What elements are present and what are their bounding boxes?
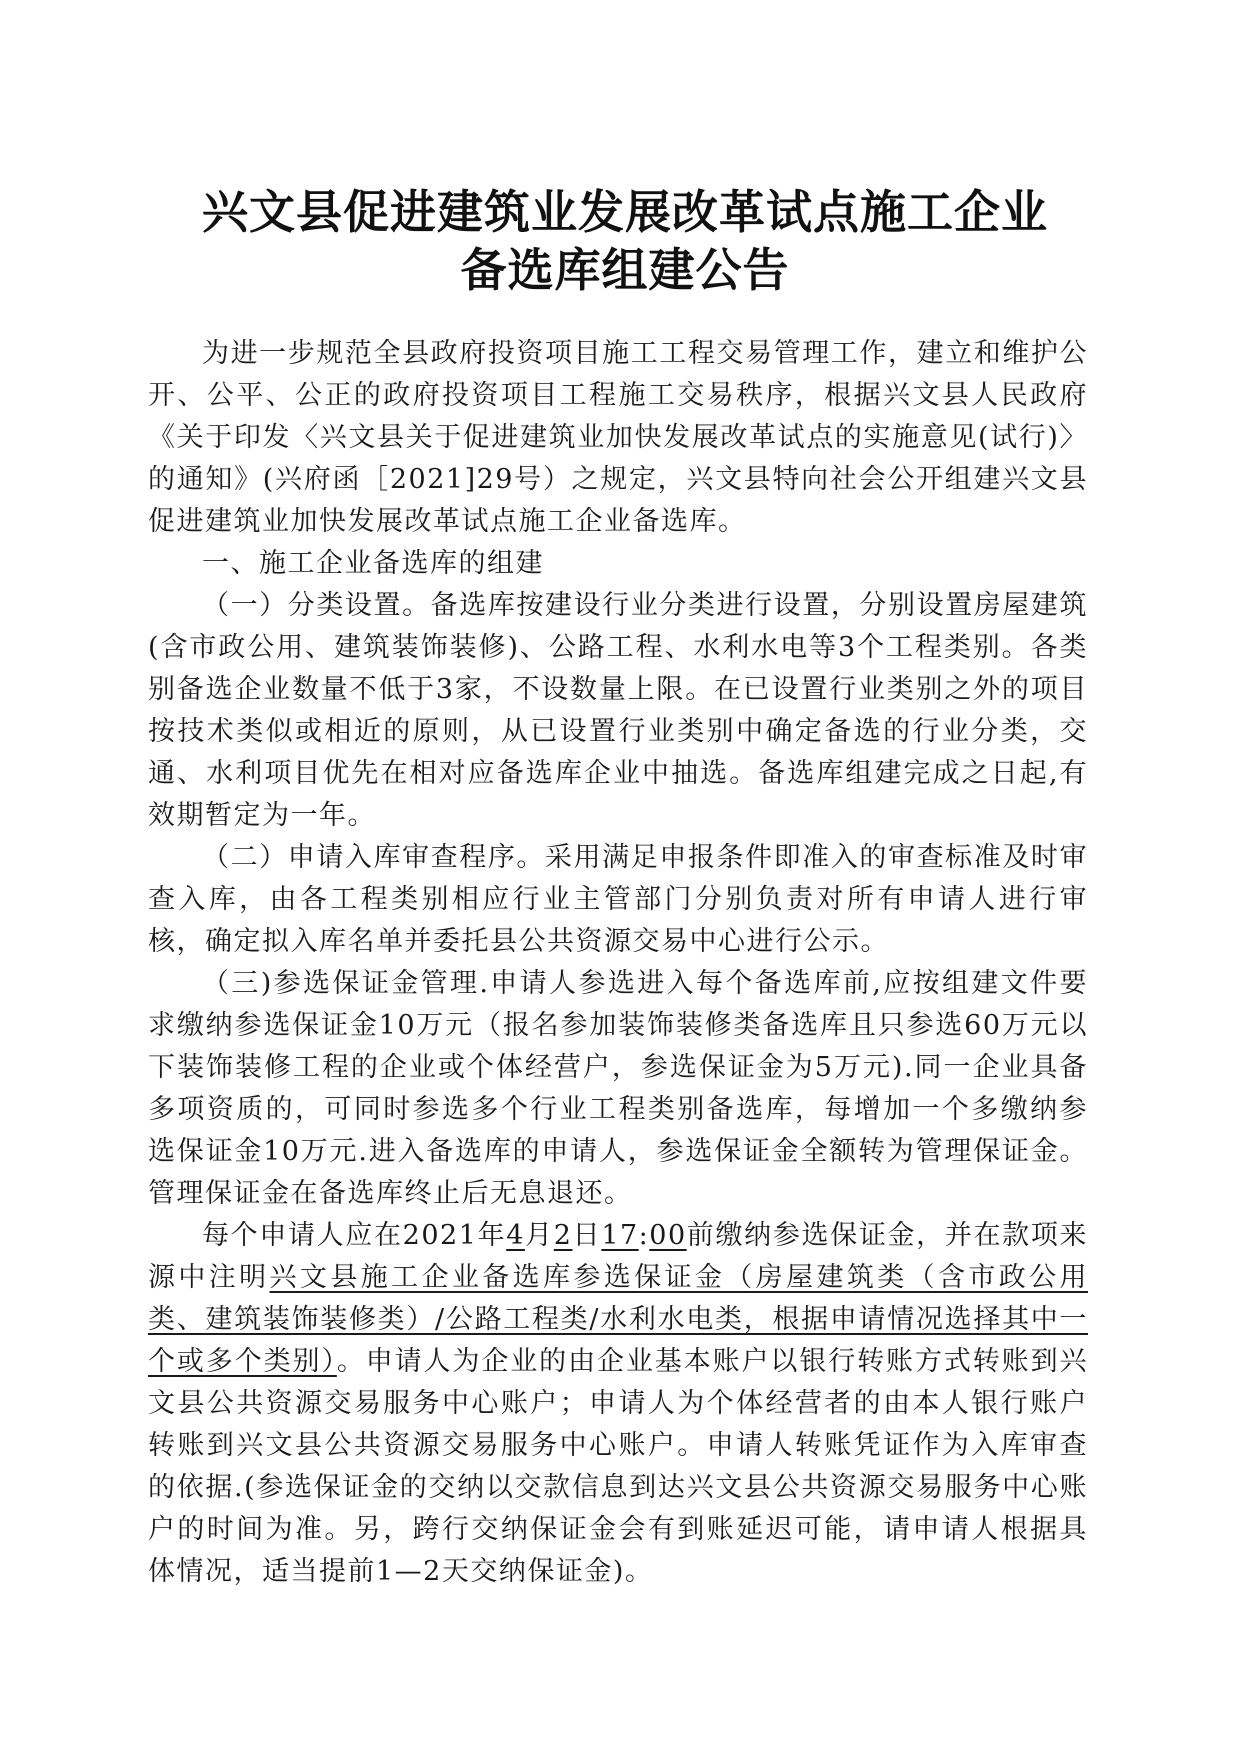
section-heading: 一、施工企业备选库的组建 [202, 548, 544, 579]
title-line-1: 兴文县促进建筑业发展改革试点施工企业 [202, 185, 1048, 239]
deadline-text-1: 每个申请人应在2021年 [202, 1220, 507, 1251]
payment-remark-note: 兴文县施工企业备选库参选保证金（房屋建筑类（含市政公用类、建筑装饰装修类）/公路工程类/水利水电类，根据申请情况选择其中一个或多个类别） [148, 1262, 1089, 1377]
document-body [148, 333, 1088, 1593]
intro-paragraph: 为进一步规范全县政府投资项目施工工程交易管理工作，建立和维护公开、公平、公正的政府投资项目工程施工交易秩序，根据兴文县人民政府《关于印发〈兴文县关于促进建筑业加快发展改革试点的实施意见(试行)〉的通知》(兴府函［2021]29号）之规定，兴文县特向社会公开组建兴文县促进建筑业加快发展改革试点施工企业备选库。 [148, 338, 1088, 537]
deadline-hour: 17 [601, 1220, 639, 1251]
deadline-day: 2 [553, 1220, 573, 1251]
deadline-text-3: 日 [572, 1220, 602, 1251]
title-line-2: 备选库组建公告 [460, 243, 790, 297]
item-classification: （一）分类设置。备选库按建设行业分类进行设置，分别设置房屋建筑(含市政公用、建筑装饰装修)、公路工程、水利水电等3个工程类别。各类别备选企业数量不低于3家，不设数量上限。在已设置行业类别之外的项目按技术类似或相近的原则，从已设置行业类别中确定备选的行业分类，交通、水利项目优先在相对应备选库企业中抽选。备选库组建完成之日起,有效期暂定为一年。 [148, 590, 1088, 831]
deadline-text-5: 。申请人为企业的由企业基本账户以银行转账方式转账到兴文县公共资源交易服务中心账户；申请人为个体经营者的由本人银行账户转账到兴文县公共资源交易服务中心账户。申请人转账凭证作为入库审查的依据.(参选保证金的交纳以交款信息到达兴文县公共资源交易服务中心账户的时间为准。另，跨行交纳保证金会有到账延迟可能，请申请人根据具体情况，适当提前1—2天交纳保证金)。 [148, 1346, 1088, 1587]
item-review-procedure: （二）申请入库审查程序。采用满足申报条件即准入的审查标准及时审查入库，由各工程类别相应行业主管部门分别负责对所有申请人进行审核，确定拟入库名单并委托县公共资源交易中心进行公示。 [148, 842, 1088, 957]
deadline-month: 4 [506, 1220, 525, 1251]
document-title [130, 183, 1120, 299]
deadline-colon: : [638, 1220, 650, 1251]
deadline-text-2: 月 [524, 1220, 554, 1251]
deadline-text-4: 前缴纳参选保证金，并在款项来源中注明 [148, 1220, 1089, 1293]
deadline-paragraph [148, 1215, 1088, 1593]
deadline-minute: 00 [649, 1220, 687, 1251]
item-deposit-management: （三)参选保证金管理.申请人参选进入每个备选库前,应按组建文件要求缴纳参选保证金10万元（报名参加装饰装修类备选库且只参选60万元以下装饰装修工程的企业或个体经营户，参选保证金为5万元).同一企业具备多项资质的，可同时参选多个行业工程类别备选库，每增加一个多缴纳参选保证金10万元.进入备选库的申请人，参选保证金全额转为管理保证金。管理保证金在备选库终止后无息退还。 [148, 968, 1088, 1209]
